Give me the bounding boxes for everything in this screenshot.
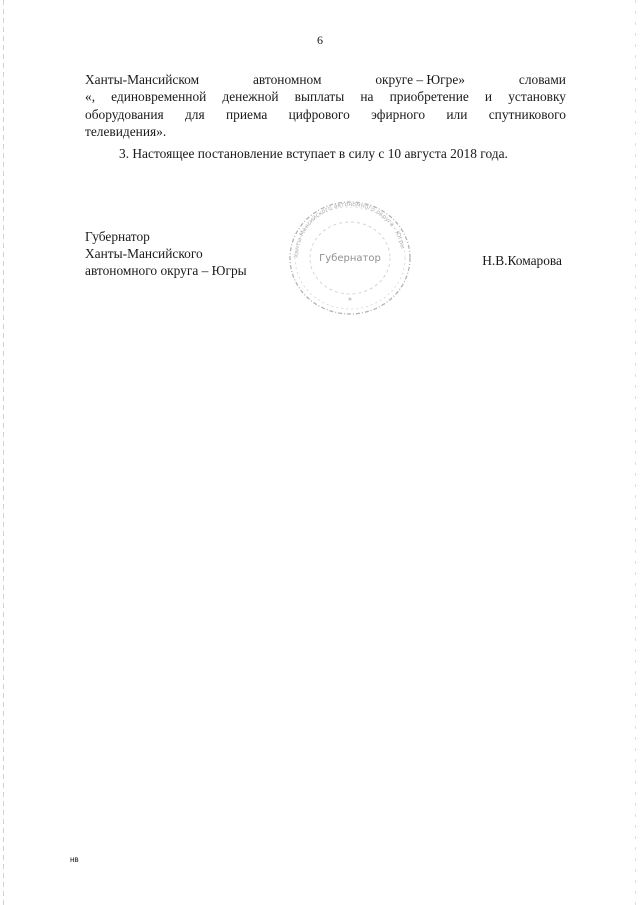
paragraph-line-1 — [85, 71, 566, 88]
official-seal-stamp — [283, 198, 417, 318]
footer-initials: нв — [70, 855, 79, 864]
paragraph-line-3: оборудования для приема цифрового эфирного или спутникового — [85, 106, 566, 122]
scan-edge-left — [3, 0, 4, 905]
word: Ханты-Мансийском — [85, 72, 200, 87]
signatory-title-line: Губернатор — [85, 229, 150, 244]
paragraph-3: 3. Настоящее постановление вступает в силу с 10 августа 2018 года. — [119, 145, 508, 161]
body-text — [85, 71, 566, 162]
paragraph-line-2: «, единовременной денежной выплаты на приобретение и установку — [85, 89, 566, 105]
paragraph-line-4: телевидения». — [85, 124, 167, 140]
scan-edge-right — [635, 0, 636, 905]
seal-ring-text: Ханты-Мансийского автономного округа - Югры — [292, 200, 407, 259]
seal-center-text: Губернатор — [319, 253, 381, 264]
page-number: 6 — [317, 33, 323, 47]
signer-name: Н.В.Комарова — [482, 253, 562, 268]
seal-star-icon: ★ — [347, 296, 353, 303]
word: словами — [518, 72, 566, 87]
signatory-title-line: автономного округа – Югры — [85, 263, 247, 279]
signatory-block — [85, 228, 247, 280]
signatory-title-line: Ханты-Мансийского — [85, 246, 203, 262]
word: автономном — [252, 72, 322, 87]
word: округе – Югре» — [375, 72, 465, 87]
